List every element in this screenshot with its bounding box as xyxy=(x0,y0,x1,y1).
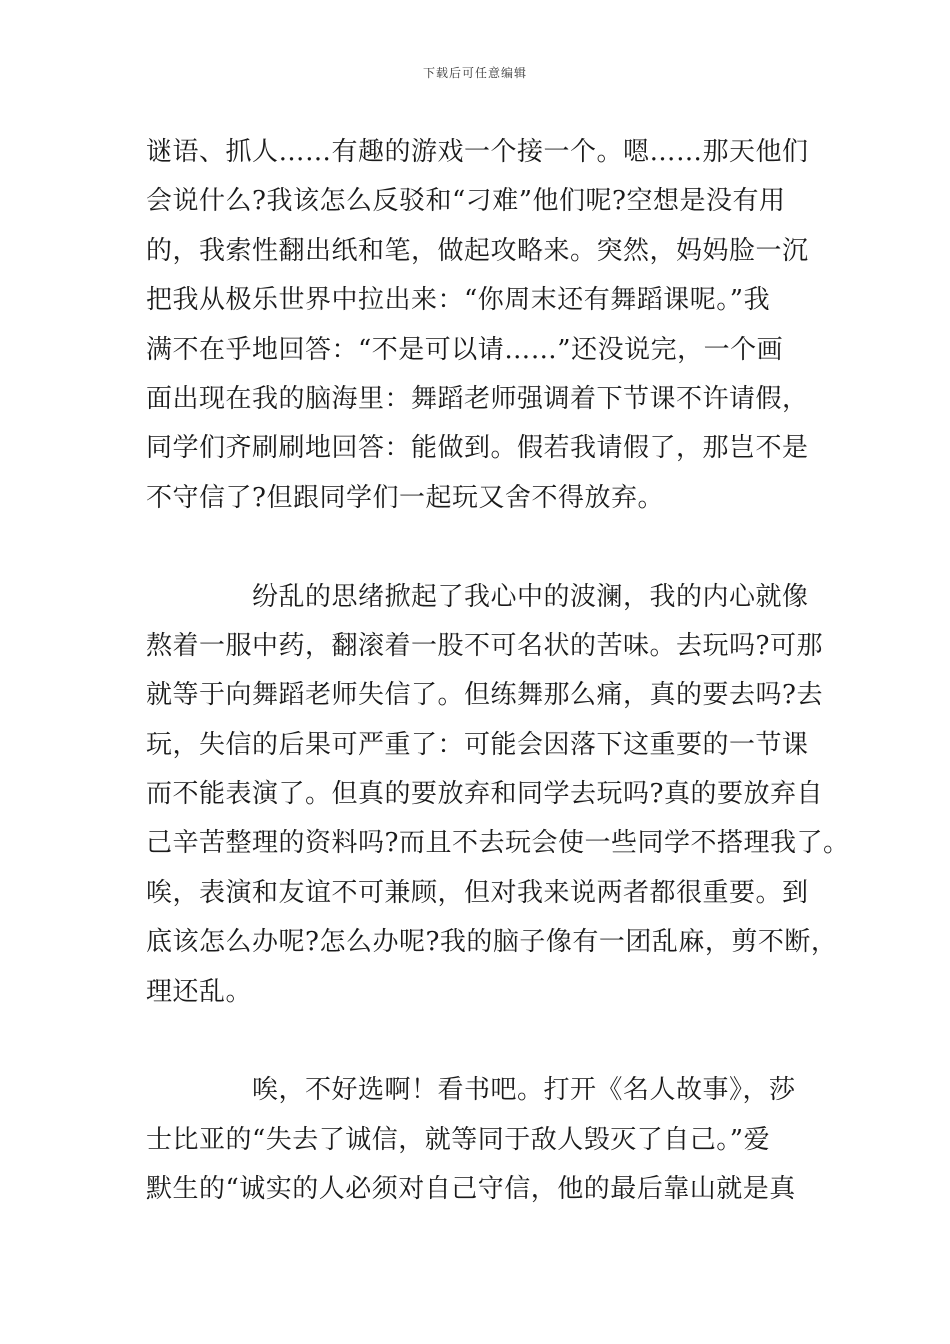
text-line: 玩，失信的后果可严重了：可能会因落下这重要的一节课 xyxy=(146,729,809,760)
text-line: 唉，表演和友谊不可兼顾，但对我来说两者都很重要。到 xyxy=(146,877,809,908)
paragraph-spacer xyxy=(146,523,816,572)
text-line: 而不能表演了。但真的要放弃和同学去玩吗?真的要放弃自 xyxy=(146,779,823,810)
text-line: 同学们齐刷刷地回答：能做到。假若我请假了，那岂不是 xyxy=(146,433,809,464)
text-line: 不守信了?但跟同学们一起玩又舍不得放弃。 xyxy=(146,482,664,513)
text-line: 默生的“诚实的人必须对自己守信，他的最后靠山就是真 xyxy=(146,1174,796,1205)
text-line: 的，我索性翻出纸和笔，做起攻略来。突然，妈妈脸一沉 xyxy=(146,235,809,266)
text-line: 把我从极乐世界中拉出来：“你周末还有舞蹈课呢。”我 xyxy=(146,285,771,316)
paragraph-1 xyxy=(146,128,816,523)
text-line: 理还乱。 xyxy=(146,976,253,1007)
text-line: 纷乱的思绪掀起了我心中的波澜，我的内心就像 xyxy=(252,581,809,612)
text-line: 士比亚的“失去了诚信，就等同于敌人毁灭了自己。”爱 xyxy=(146,1124,771,1155)
text-line: 唉，不好选啊！看书吧。打开《名人故事》，莎 xyxy=(252,1075,796,1106)
text-line: 面出现在我的脑海里：舞蹈老师强调着下节课不许请假， xyxy=(146,383,809,414)
text-line: 熬着一服中药，翻滚着一股不可名状的苦味。去玩吗?可那 xyxy=(146,630,823,661)
document-body xyxy=(146,128,850,1215)
text-line: 满不在乎地回答：“不是可以请……”还没说完，一个画 xyxy=(146,334,784,365)
paragraph-2 xyxy=(146,573,850,1018)
text-line: 己辛苦整理的资料吗?而且不去玩会使一些同学不搭理我了。 xyxy=(146,828,850,859)
paragraph-spacer xyxy=(146,1017,816,1066)
text-line: 谜语、抓人……有趣的游戏一个接一个。嗯……那天他们 xyxy=(146,137,809,167)
paragraph-3 xyxy=(146,1066,816,1214)
text-line: 底该怎么办呢?怎么办呢?我的脑子像有一团乱麻，剪不断， xyxy=(146,927,838,958)
text-line: 会说什么?我该怎么反驳和“刁难”他们呢?空想是没有用 xyxy=(146,186,786,217)
page-header: 下载后可任意编辑 xyxy=(422,66,527,80)
text-line: 就等于向舞蹈老师失信了。但练舞那么痛，真的要去吗?去 xyxy=(146,680,823,711)
